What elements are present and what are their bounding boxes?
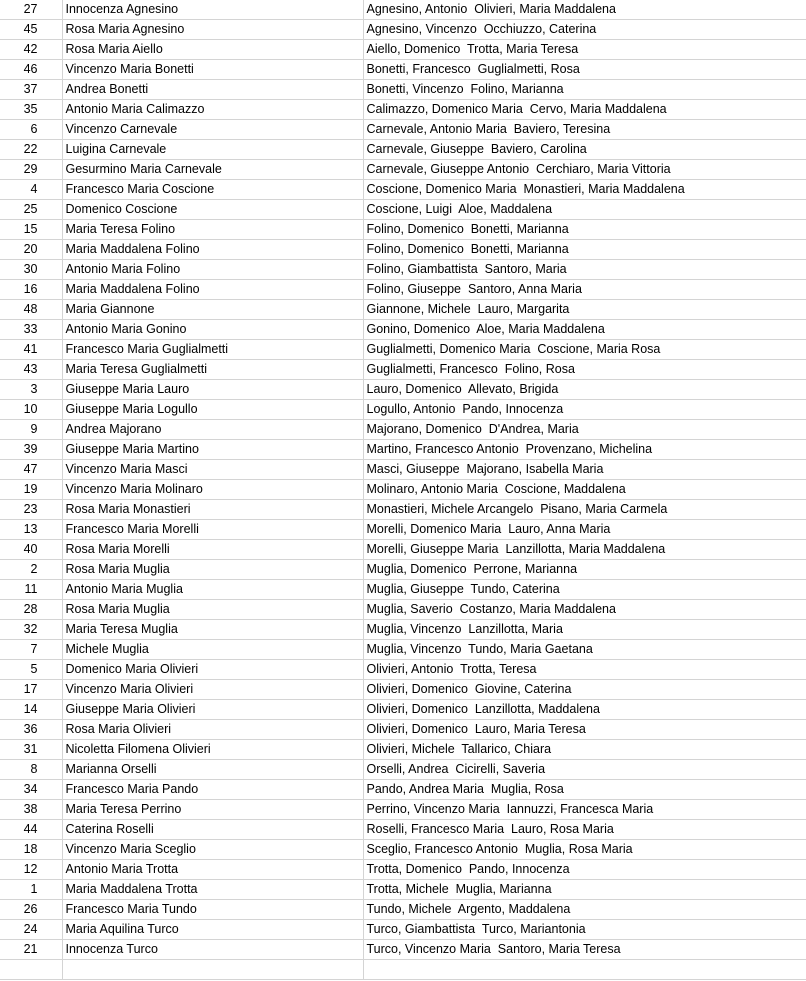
cell-name[interactable]: Antonio Maria Calimazzo xyxy=(62,100,363,120)
cell-number[interactable]: 13 xyxy=(0,520,62,540)
cell-number[interactable]: 12 xyxy=(0,860,62,880)
cell-number[interactable]: 27 xyxy=(0,0,62,20)
table-row xyxy=(0,340,806,360)
cell-parents[interactable]: Orselli, Andrea Cicirelli, Saveria xyxy=(363,760,806,780)
table-row xyxy=(0,560,806,580)
cell-parents[interactable]: Folino, Giuseppe Santoro, Anna Maria xyxy=(363,280,806,300)
cell-number[interactable]: 43 xyxy=(0,360,62,380)
cell-number[interactable]: 16 xyxy=(0,280,62,300)
table-row xyxy=(0,320,806,340)
cell-name[interactable]: Giuseppe Maria Lauro xyxy=(62,380,363,400)
cell-number[interactable]: 40 xyxy=(0,540,62,560)
table-row xyxy=(0,280,806,300)
cell-number[interactable]: 41 xyxy=(0,340,62,360)
cell-name[interactable]: Vincenzo Maria Bonetti xyxy=(62,60,363,80)
cell-parents[interactable]: Olivieri, Domenico Giovine, Caterina xyxy=(363,680,806,700)
cell-name[interactable]: Vincenzo Maria Masci xyxy=(62,460,363,480)
cell-parents[interactable]: Olivieri, Michele Tallarico, Chiara xyxy=(363,740,806,760)
table-row xyxy=(0,660,806,680)
table-row xyxy=(0,480,806,500)
cell-number[interactable]: 15 xyxy=(0,220,62,240)
cell-parents[interactable]: Gonino, Domenico Aloe, Maria Maddalena xyxy=(363,320,806,340)
cell-parents[interactable]: Monastieri, Michele Arcangelo Pisano, Maria Carmela xyxy=(363,500,806,520)
cell-number[interactable]: 30 xyxy=(0,260,62,280)
cell-number[interactable]: 6 xyxy=(0,120,62,140)
cell-name[interactable]: Rosa Maria Muglia xyxy=(62,560,363,580)
cell-name[interactable]: Vincenzo Carnevale xyxy=(62,120,363,140)
cell-name[interactable]: Andrea Bonetti xyxy=(62,80,363,100)
cell-parents[interactable]: Calimazzo, Domenico Maria Cervo, Maria Maddalena xyxy=(363,100,806,120)
cell-number[interactable]: 46 xyxy=(0,60,62,80)
table-row xyxy=(0,820,806,840)
table-row xyxy=(0,380,806,400)
cell-number[interactable]: 45 xyxy=(0,20,62,40)
cell-number[interactable]: 4 xyxy=(0,180,62,200)
cell-parents[interactable]: Tundo, Michele Argento, Maddalena xyxy=(363,900,806,920)
cell-name[interactable]: Giuseppe Maria Logullo xyxy=(62,400,363,420)
table-row xyxy=(0,520,806,540)
cell-name[interactable]: Caterina Roselli xyxy=(62,820,363,840)
cell-name[interactable]: Francesco Maria Coscione xyxy=(62,180,363,200)
cell-parents[interactable]: Folino, Giambattista Santoro, Maria xyxy=(363,260,806,280)
cell-name[interactable]: Giuseppe Maria Olivieri xyxy=(62,700,363,720)
cell-name[interactable]: Maria Maddalena Folino xyxy=(62,240,363,260)
cell-parents[interactable]: Olivieri, Antonio Trotta, Teresa xyxy=(363,660,806,680)
table-row xyxy=(0,640,806,660)
cell-number[interactable]: 10 xyxy=(0,400,62,420)
cell-parents[interactable]: Trotta, Michele Muglia, Marianna xyxy=(363,880,806,900)
cell-parents[interactable]: Turco, Giambattista Turco, Mariantonia xyxy=(363,920,806,940)
cell-name[interactable]: Antonio Maria Folino xyxy=(62,260,363,280)
cell-number[interactable]: 19 xyxy=(0,480,62,500)
cell-parents[interactable]: Bonetti, Vincenzo Folino, Marianna xyxy=(363,80,806,100)
cell-name[interactable]: Rosa Maria Olivieri xyxy=(62,720,363,740)
cell-name[interactable]: Gesurmino Maria Carnevale xyxy=(62,160,363,180)
cell-number[interactable]: 17 xyxy=(0,680,62,700)
cell-name[interactable]: Nicoletta Filomena Olivieri xyxy=(62,740,363,760)
cell-number[interactable]: 23 xyxy=(0,500,62,520)
cell-parents[interactable]: Muglia, Domenico Perrone, Marianna xyxy=(363,560,806,580)
cell-name[interactable]: Francesco Maria Guglialmetti xyxy=(62,340,363,360)
cell-number[interactable]: 35 xyxy=(0,100,62,120)
cell-number[interactable]: 31 xyxy=(0,740,62,760)
cell-name[interactable]: Antonio Maria Gonino xyxy=(62,320,363,340)
cell-parents[interactable]: Folino, Domenico Bonetti, Marianna xyxy=(363,240,806,260)
cell-name[interactable]: Michele Muglia xyxy=(62,640,363,660)
cell-parents[interactable]: Martino, Francesco Antonio Provenzano, Michelina xyxy=(363,440,806,460)
table-row xyxy=(0,860,806,880)
cell-name[interactable]: Antonio Maria Trotta xyxy=(62,860,363,880)
table-row xyxy=(0,960,806,980)
cell-parents[interactable]: Morelli, Domenico Maria Lauro, Anna Maria xyxy=(363,520,806,540)
cell-number[interactable]: 33 xyxy=(0,320,62,340)
cell-parents[interactable]: Coscione, Domenico Maria Monastieri, Maria Maddalena xyxy=(363,180,806,200)
cell-number[interactable]: 26 xyxy=(0,900,62,920)
cell-number[interactable]: 24 xyxy=(0,920,62,940)
table-row xyxy=(0,180,806,200)
cell-name[interactable]: Francesco Maria Pando xyxy=(62,780,363,800)
table-row xyxy=(0,460,806,480)
table-row xyxy=(0,80,806,100)
cell-parents[interactable]: Olivieri, Domenico Lauro, Maria Teresa xyxy=(363,720,806,740)
table-row xyxy=(0,720,806,740)
table-row xyxy=(0,700,806,720)
cell-name[interactable]: Rosa Maria Morelli xyxy=(62,540,363,560)
table-row xyxy=(0,880,806,900)
table-row xyxy=(0,620,806,640)
cell-number[interactable]: 44 xyxy=(0,820,62,840)
table-row xyxy=(0,920,806,940)
cell-name[interactable]: Rosa Maria Agnesino xyxy=(62,20,363,40)
cell-number[interactable]: 47 xyxy=(0,460,62,480)
table-row xyxy=(0,400,806,420)
cell-name[interactable]: Maria Teresa Folino xyxy=(62,220,363,240)
cell-name[interactable]: Rosa Maria Monastieri xyxy=(62,500,363,520)
cell-name[interactable]: Rosa Maria Muglia xyxy=(62,600,363,620)
cell-name[interactable]: Maria Maddalena Folino xyxy=(62,280,363,300)
cell-name[interactable] xyxy=(62,960,363,980)
table-row xyxy=(0,40,806,60)
cell-name[interactable]: Maria Teresa Perrino xyxy=(62,800,363,820)
cell-name[interactable]: Maria Maddalena Trotta xyxy=(62,880,363,900)
table-row xyxy=(0,500,806,520)
cell-number[interactable]: 14 xyxy=(0,700,62,720)
table-row xyxy=(0,260,806,280)
cell-parents[interactable]: Perrino, Vincenzo Maria Iannuzzi, Francesca Maria xyxy=(363,800,806,820)
cell-name[interactable]: Maria Giannone xyxy=(62,300,363,320)
cell-number[interactable]: 11 xyxy=(0,580,62,600)
cell-parents[interactable]: Olivieri, Domenico Lanzillotta, Maddalena xyxy=(363,700,806,720)
cell-parents[interactable]: Masci, Giuseppe Majorano, Isabella Maria xyxy=(363,460,806,480)
cell-parents[interactable]: Guglialmetti, Domenico Maria Coscione, Maria Rosa xyxy=(363,340,806,360)
cell-name[interactable]: Francesco Maria Tundo xyxy=(62,900,363,920)
cell-parents[interactable]: Trotta, Domenico Pando, Innocenza xyxy=(363,860,806,880)
cell-parents[interactable]: Morelli, Giuseppe Maria Lanzillotta, Maria Maddalena xyxy=(363,540,806,560)
cell-number[interactable] xyxy=(0,960,62,980)
cell-name[interactable]: Vincenzo Maria Sceglio xyxy=(62,840,363,860)
cell-parents[interactable]: Carnevale, Giuseppe Baviero, Carolina xyxy=(363,140,806,160)
cell-number[interactable]: 32 xyxy=(0,620,62,640)
cell-parents[interactable]: Molinaro, Antonio Maria Coscione, Maddalena xyxy=(363,480,806,500)
cell-name[interactable]: Antonio Maria Muglia xyxy=(62,580,363,600)
table-row xyxy=(0,220,806,240)
cell-number[interactable]: 22 xyxy=(0,140,62,160)
table-row xyxy=(0,360,806,380)
table-row xyxy=(0,200,806,220)
cell-number[interactable]: 34 xyxy=(0,780,62,800)
table-row xyxy=(0,20,806,40)
cell-number[interactable]: 2 xyxy=(0,560,62,580)
cell-number[interactable]: 3 xyxy=(0,380,62,400)
cell-name[interactable]: Vincenzo Maria Molinaro xyxy=(62,480,363,500)
table-row xyxy=(0,420,806,440)
table-row xyxy=(0,600,806,620)
cell-number[interactable]: 8 xyxy=(0,760,62,780)
table-row xyxy=(0,900,806,920)
table-row xyxy=(0,440,806,460)
cell-parents[interactable]: Folino, Domenico Bonetti, Marianna xyxy=(363,220,806,240)
cell-parents[interactable]: Agnesino, Vincenzo Occhiuzzo, Caterina xyxy=(363,20,806,40)
table-row xyxy=(0,120,806,140)
cell-name[interactable]: Rosa Maria Aiello xyxy=(62,40,363,60)
cell-name[interactable]: Domenico Coscione xyxy=(62,200,363,220)
cell-name[interactable]: Innocenza Agnesino xyxy=(62,0,363,20)
cell-parents[interactable]: Majorano, Domenico D'Andrea, Maria xyxy=(363,420,806,440)
cell-parents[interactable]: Muglia, Saverio Costanzo, Maria Maddalena xyxy=(363,600,806,620)
table-row xyxy=(0,740,806,760)
table-row xyxy=(0,940,806,960)
cell-parents[interactable]: Sceglio, Francesco Antonio Muglia, Rosa Maria xyxy=(363,840,806,860)
cell-name[interactable]: Maria Teresa Guglialmetti xyxy=(62,360,363,380)
table-row xyxy=(0,760,806,780)
cell-name[interactable]: Vincenzo Maria Olivieri xyxy=(62,680,363,700)
cell-name[interactable]: Luigina Carnevale xyxy=(62,140,363,160)
cell-number[interactable]: 21 xyxy=(0,940,62,960)
cell-name[interactable]: Domenico Maria Olivieri xyxy=(62,660,363,680)
cell-parents[interactable]: Roselli, Francesco Maria Lauro, Rosa Maria xyxy=(363,820,806,840)
cell-parents[interactable]: Giannone, Michele Lauro, Margarita xyxy=(363,300,806,320)
cell-name[interactable]: Maria Aquilina Turco xyxy=(62,920,363,940)
table-row xyxy=(0,540,806,560)
cell-number[interactable]: 25 xyxy=(0,200,62,220)
cell-number[interactable]: 37 xyxy=(0,80,62,100)
cell-number[interactable]: 36 xyxy=(0,720,62,740)
cell-number[interactable]: 48 xyxy=(0,300,62,320)
cell-parents[interactable]: Aiello, Domenico Trotta, Maria Teresa xyxy=(363,40,806,60)
cell-parents[interactable]: Pando, Andrea Maria Muglia, Rosa xyxy=(363,780,806,800)
cell-name[interactable]: Marianna Orselli xyxy=(62,760,363,780)
cell-parents[interactable]: Bonetti, Francesco Guglialmetti, Rosa xyxy=(363,60,806,80)
cell-number[interactable]: 28 xyxy=(0,600,62,620)
cell-parents[interactable]: Agnesino, Antonio Olivieri, Maria Maddalena xyxy=(363,0,806,20)
table-row xyxy=(0,800,806,820)
cell-number[interactable]: 42 xyxy=(0,40,62,60)
cell-parents[interactable]: Guglialmetti, Francesco Folino, Rosa xyxy=(363,360,806,380)
cell-parents[interactable] xyxy=(363,960,806,980)
table-row xyxy=(0,160,806,180)
cell-parents[interactable]: Carnevale, Giuseppe Antonio Cerchiaro, Maria Vittoria xyxy=(363,160,806,180)
cell-name[interactable]: Francesco Maria Morelli xyxy=(62,520,363,540)
table-row xyxy=(0,100,806,120)
table-row xyxy=(0,240,806,260)
table-row xyxy=(0,60,806,80)
cell-name[interactable]: Giuseppe Maria Martino xyxy=(62,440,363,460)
table-row xyxy=(0,300,806,320)
cell-number[interactable]: 38 xyxy=(0,800,62,820)
cell-parents[interactable]: Carnevale, Antonio Maria Baviero, Teresina xyxy=(363,120,806,140)
cell-name[interactable]: Maria Teresa Muglia xyxy=(62,620,363,640)
table-row xyxy=(0,0,806,20)
cell-parents[interactable]: Muglia, Vincenzo Lanzillotta, Maria xyxy=(363,620,806,640)
table-row xyxy=(0,840,806,860)
cell-number[interactable]: 7 xyxy=(0,640,62,660)
cell-parents[interactable]: Muglia, Vincenzo Tundo, Maria Gaetana xyxy=(363,640,806,660)
cell-name[interactable]: Andrea Majorano xyxy=(62,420,363,440)
cell-number[interactable]: 5 xyxy=(0,660,62,680)
table-row xyxy=(0,680,806,700)
cell-number[interactable]: 20 xyxy=(0,240,62,260)
table-row xyxy=(0,140,806,160)
cell-parents[interactable]: Turco, Vincenzo Maria Santoro, Maria Teresa xyxy=(363,940,806,960)
cell-name[interactable]: Innocenza Turco xyxy=(62,940,363,960)
cell-number[interactable]: 9 xyxy=(0,420,62,440)
cell-parents[interactable]: Coscione, Luigi Aloe, Maddalena xyxy=(363,200,806,220)
table-row xyxy=(0,580,806,600)
cell-parents[interactable]: Logullo, Antonio Pando, Innocenza xyxy=(363,400,806,420)
cell-number[interactable]: 39 xyxy=(0,440,62,460)
cell-parents[interactable]: Muglia, Giuseppe Tundo, Caterina xyxy=(363,580,806,600)
cell-number[interactable]: 29 xyxy=(0,160,62,180)
table-row xyxy=(0,780,806,800)
cell-parents[interactable]: Lauro, Domenico Allevato, Brigida xyxy=(363,380,806,400)
cell-number[interactable]: 18 xyxy=(0,840,62,860)
cell-number[interactable]: 1 xyxy=(0,880,62,900)
